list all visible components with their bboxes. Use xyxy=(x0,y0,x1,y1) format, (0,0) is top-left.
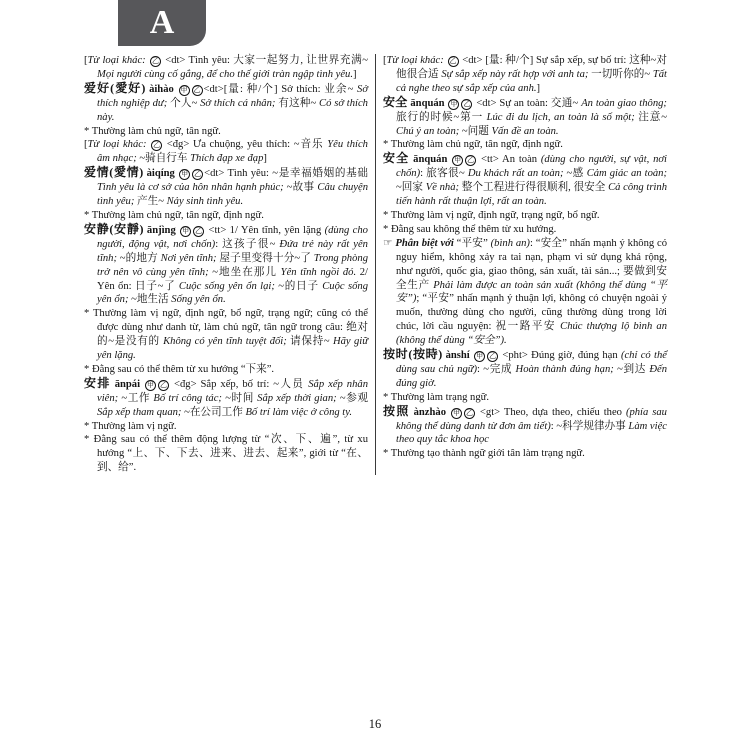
text-run xyxy=(445,98,448,109)
text-run: 产生~ xyxy=(137,196,167,208)
pos-note xyxy=(84,138,368,166)
pinyin: ānquán xyxy=(413,154,448,166)
translation-italic: Cuộc sống yên ổn lại; xyxy=(178,280,279,292)
translation-italic: Bố trí công tác; xyxy=(153,392,226,404)
translation-italic: (phía sau không thể dùng danh từ đơn âm tiết) xyxy=(396,406,667,432)
translation-italic: Sở thích cá nhân; xyxy=(200,97,279,109)
translation-italic: Sắp xếp nhân viên; xyxy=(97,378,368,404)
level-badge: 乙 xyxy=(463,99,471,108)
pinyin: ānquán xyxy=(410,97,445,109)
text-run: * Thường tạo thành ngữ giới tân làm trạng ngữ. xyxy=(383,448,585,460)
text-run: : ~科学规律办事 xyxy=(550,420,629,432)
text-run: ] xyxy=(263,153,267,165)
text-run: ~故事 xyxy=(286,182,318,194)
text-run xyxy=(140,379,144,390)
text-run: <tt> An toàn xyxy=(477,154,541,166)
dictionary-entry xyxy=(84,377,368,420)
level-badge: 乙 xyxy=(151,57,159,65)
grammar-note xyxy=(84,307,368,363)
translation-italic: Vấn đề an toàn. xyxy=(491,125,559,137)
text-run xyxy=(446,407,450,418)
text-run: * Thường làm trạng ngữ. xyxy=(383,391,490,403)
translation-italic: (chỉ có thể dùng sau chủ ngữ) xyxy=(396,350,667,375)
text-run: * Thường làm chủ ngữ, tân ngữ, định ngữ. xyxy=(383,139,563,151)
text-run xyxy=(470,350,473,361)
grammar-note xyxy=(383,391,667,405)
text-run: <dt> Sự an toàn: 交通~ xyxy=(473,97,582,109)
translation-italic: Bố trí làm việc ở công ty. xyxy=(245,406,353,418)
text-run: : 这孩子很~ xyxy=(215,238,280,250)
level-badge: 甲 xyxy=(181,170,189,179)
text-run xyxy=(175,168,178,179)
translation-italic: Cảm giác an toàn; xyxy=(586,168,667,180)
translation-italic: Sắp xếp thời gian; xyxy=(257,392,340,404)
grammar-note xyxy=(84,209,368,223)
text-run: <đg> Sắp xếp, bố trí: ~人员 xyxy=(170,378,309,390)
headword: 按时(按時) xyxy=(383,347,443,362)
page-number: 16 xyxy=(368,717,382,731)
text-run: <dt>[量: 种/个] Sở thích: 业余~ xyxy=(203,83,358,95)
text-run: ] xyxy=(353,68,357,80)
text-run: ~地坐在那儿 xyxy=(212,266,281,278)
pos-note xyxy=(383,54,667,96)
pinyin: àiqíng xyxy=(146,168,175,180)
translation-italic: Tất cả nghe theo sự sắp xếp của anh. xyxy=(396,68,667,94)
grammar-note xyxy=(383,209,667,223)
text-run: [ xyxy=(84,139,88,151)
right-column xyxy=(383,54,667,475)
translation-italic: Từ loại khác: xyxy=(87,139,151,151)
translation-italic: Yêu thích âm nhạc; xyxy=(97,139,368,165)
translation-italic: Sống yên ổn. xyxy=(171,294,226,306)
translation-italic: Yên tĩnh ngồi đó. xyxy=(280,266,360,278)
text-run: <gt> Theo, dựa theo, chiếu theo xyxy=(475,406,626,418)
text-run: ~工作 xyxy=(121,392,154,404)
text-run: 注意~ xyxy=(638,111,667,123)
level-badge: 甲 xyxy=(450,99,458,108)
translation-italic: Thích đạp xe đạp xyxy=(190,153,264,165)
text-run: <dt> [量: 种/个] Sự sắp xếp, sự bố trí: 这种~对他很合适 xyxy=(396,55,667,80)
grammar-note xyxy=(383,447,667,461)
text-run: 2/ Yên ổn: 日子~了 xyxy=(97,266,368,292)
translation-italic: Lúc đi du lịch, an toàn là số một; xyxy=(486,111,639,123)
text-run: ~的日子 xyxy=(278,280,323,292)
grammar-note xyxy=(84,420,368,434)
text-run: * Đằng sau không thể thêm từ xu hướng. xyxy=(383,223,557,235)
headword: 安全 xyxy=(383,94,408,109)
translation-italic: (bình an) xyxy=(490,237,530,249)
translation-italic: Cuộc sống yên ổn; xyxy=(97,280,368,306)
translation-italic: Hoàn thành đúng hạn; xyxy=(515,363,618,375)
translation-italic: An toàn giao thông; xyxy=(581,97,667,109)
level-badge: 乙 xyxy=(153,141,161,150)
grammar-note xyxy=(383,223,667,237)
translation-italic: Sở thích nghiệp dư; xyxy=(97,83,368,109)
text-run: <dt> Tình yêu: 大家一起努力, 让世界充满~ xyxy=(161,55,368,66)
headword: 爱好(愛好) xyxy=(84,80,146,95)
level-badge: 乙 xyxy=(449,57,457,65)
grammar-note xyxy=(383,138,667,152)
text-run: : 旅客很~ xyxy=(420,168,468,180)
text-run: 请保持~ xyxy=(290,336,333,348)
translation-italic: (dùng cho người, sự vật, nơi chốn) xyxy=(396,154,667,180)
text-run: * Thường làm chủ ngữ, tân ngữ, định ngữ. xyxy=(84,209,264,221)
translation-italic: Câu chuyện tình yêu; xyxy=(97,182,369,208)
level-badge: 甲 xyxy=(182,226,190,235)
headword: 安静(安靜) xyxy=(84,221,144,236)
text-run: “平安” xyxy=(453,237,491,249)
translation-italic: Nơi yên tĩnh; xyxy=(160,252,220,264)
level-badge: 乙 xyxy=(195,226,203,235)
text-run: ~问题 xyxy=(461,125,492,137)
text-run: 整个工程进行得很顺利, 很安全 xyxy=(461,182,609,194)
level-badge: 甲 xyxy=(180,85,188,94)
translation-italic: Nảy sinh tình yêu. xyxy=(166,196,244,208)
grammar-note xyxy=(84,433,368,475)
text-run: * Đằng sau có thể thêm động lượng từ “次、下、遍”, từ xu hướng “上、下、下去、进来、进去、起来”, giới từ “在、到、给”. xyxy=(84,434,368,474)
translation-italic: Có sở thích này. xyxy=(97,97,368,123)
text-run: ~时间 xyxy=(225,392,258,404)
text-run: ~骑自行车 xyxy=(139,153,191,165)
translation-italic: Phải làm được an toàn sản xuất (không thể dùng “平安”) xyxy=(396,279,667,305)
level-badge: 甲 xyxy=(454,156,462,165)
translation-italic: Đến đúng giờ. xyxy=(396,363,667,389)
level-badge: 乙 xyxy=(489,352,497,361)
level-badge: 甲 xyxy=(476,352,484,361)
dictionary-entry xyxy=(84,166,368,209)
left-column xyxy=(84,54,368,475)
level-badge: 乙 xyxy=(193,85,201,94)
translation-italic: Làm việc theo quy tắc khoa học xyxy=(396,420,667,446)
text-run xyxy=(447,154,451,165)
translation-italic: Sự sắp xếp này rất hợp với anh ta; xyxy=(441,68,592,80)
pinyin: ànzhào xyxy=(413,406,446,418)
grammar-note xyxy=(84,363,368,377)
text-run: * Thường làm chủ ngữ, tân ngữ. xyxy=(84,125,221,137)
column-divider xyxy=(375,54,376,475)
text-run: ~到达 xyxy=(617,363,650,375)
text-run: [ xyxy=(383,55,387,66)
pinyin: ānpái xyxy=(114,378,141,390)
translation-italic: Cả công trình tiến hành rất thuận lợi, rất an toàn. xyxy=(396,182,668,208)
headword: 按照 xyxy=(383,403,410,418)
section-letter: A xyxy=(149,4,175,41)
text-run: ~在公司工作 xyxy=(184,406,246,418)
pinyin: ànshí xyxy=(445,350,470,362)
text-run: * Thường làm vị ngữ, định ngữ, bổ ngữ, trạng ngữ; cũng có thể được dùng như danh từ, làm chủ ngữ, tân ngữ trong câu: 绝对的~是没有的 xyxy=(84,308,368,348)
translation-italic: Tình yêu là cơ sở của hôn nhân hạnh phúc; xyxy=(97,182,287,194)
translation-italic: (dùng cho người, động vật, nơi chốn) xyxy=(97,224,368,250)
text-run: <dt> Tình yêu: ~是幸福婚姻的基础 xyxy=(204,168,369,180)
text-run: * Đằng sau có thể thêm từ xu hướng “下来”. xyxy=(84,363,275,375)
usage-comparison-note xyxy=(383,237,667,348)
text-run: 旅行的时候~第一 xyxy=(396,111,487,123)
translation-italic: Chú ý an toàn; xyxy=(396,125,462,137)
level-badge: 甲 xyxy=(452,408,460,417)
pos-note xyxy=(84,54,368,82)
emphasis-label: Phân biệt với xyxy=(395,237,454,249)
text-run: : “安全” nhấn mạnh ý không có nguy hiểm, không xảy ra tai nạn, phạm vi sử dụng khá rộng, như người, quốc gia, giao thông, sản xuất, tài sản...; 要做到安全生产 xyxy=(396,237,667,291)
text-run: 屋子里变得十分~了 xyxy=(219,252,314,264)
translation-italic: Về nhà; xyxy=(425,182,462,194)
dictionary-entry xyxy=(84,223,368,307)
page-content xyxy=(84,54,668,475)
text-run: 个人~ xyxy=(170,97,201,109)
pinyin: ānjìng xyxy=(146,224,176,236)
text-run: ~地生活 xyxy=(131,294,172,306)
section-tab xyxy=(118,0,206,46)
pinyin: àihào xyxy=(149,83,174,95)
translation-italic: Sắp xếp tham quan; xyxy=(97,406,185,418)
text-run: <đg> Ưa chuộng, yêu thích: ~音乐 xyxy=(163,139,328,151)
dictionary-entry xyxy=(383,405,667,448)
translation-italic: Mọi người cùng cố gắng, để cho thế giới tràn ngập tình yêu. xyxy=(97,68,353,80)
text-run: ~的地方 xyxy=(119,252,161,264)
translation-italic: Từ loại khác: xyxy=(87,55,149,66)
grammar-note xyxy=(84,125,368,139)
text-run: ~感 xyxy=(566,168,587,180)
text-run xyxy=(174,84,178,95)
text-run: * Thường làm vị ngữ, định ngữ, trạng ngữ, bổ ngữ. xyxy=(383,209,600,221)
text-run: <pht> Đúng giờ, đúng hạn xyxy=(499,350,621,362)
dictionary-entry xyxy=(383,348,667,391)
translation-italic: Từ loại khác: xyxy=(386,55,447,66)
translation-italic: Hãy giữ yên lặng. xyxy=(97,336,368,362)
translation-italic: Chúc thượng lộ bình an (không thể dùng “安全”). xyxy=(396,321,667,347)
headword: 安全 xyxy=(383,151,410,166)
text-run: ; “平安” nhấn mạnh ý thuận lợi, không có chuyện ngoài ý muốn, thường dùng cho người, cũng thường dùng trong lời chúc, lời cầu nguyện: 祝一路平安 xyxy=(396,293,667,333)
dictionary-entry xyxy=(84,82,368,125)
text-run: [ xyxy=(84,55,88,66)
text-run: ] xyxy=(536,82,541,94)
headword: 安排 xyxy=(84,375,111,390)
text-run: <tt> 1/ Yên tĩnh, yên lặng xyxy=(205,224,325,236)
level-badge: 甲 xyxy=(147,380,155,389)
text-run: * Thường làm vị ngữ. xyxy=(84,420,177,432)
translation-italic: Du khách rất an toàn; xyxy=(467,168,567,180)
level-badge: 乙 xyxy=(160,380,168,389)
translation-italic: Không có yên tĩnh tuyệt đối; xyxy=(163,336,291,348)
translation-italic: Trong phòng trở nên vô cùng yên tĩnh; xyxy=(97,252,368,278)
text-run: : ~完成 xyxy=(477,363,516,375)
headword: 爱情(愛情) xyxy=(84,165,144,180)
text-run: ~参观 xyxy=(339,392,369,404)
dictionary-entry xyxy=(383,152,667,209)
translation-italic: Đứa trẻ này rất yên tĩnh; xyxy=(97,238,368,264)
text-run: 一切听你的~ xyxy=(591,68,653,80)
text-run xyxy=(176,225,179,236)
text-run: ~回家 xyxy=(396,182,426,194)
text-run: 有这种~ xyxy=(278,97,320,109)
level-badge: 乙 xyxy=(194,170,202,179)
level-badge: 乙 xyxy=(465,408,473,417)
level-badge: 乙 xyxy=(467,156,475,165)
text-run: ☞ xyxy=(383,237,396,249)
dictionary-entry xyxy=(383,96,667,139)
